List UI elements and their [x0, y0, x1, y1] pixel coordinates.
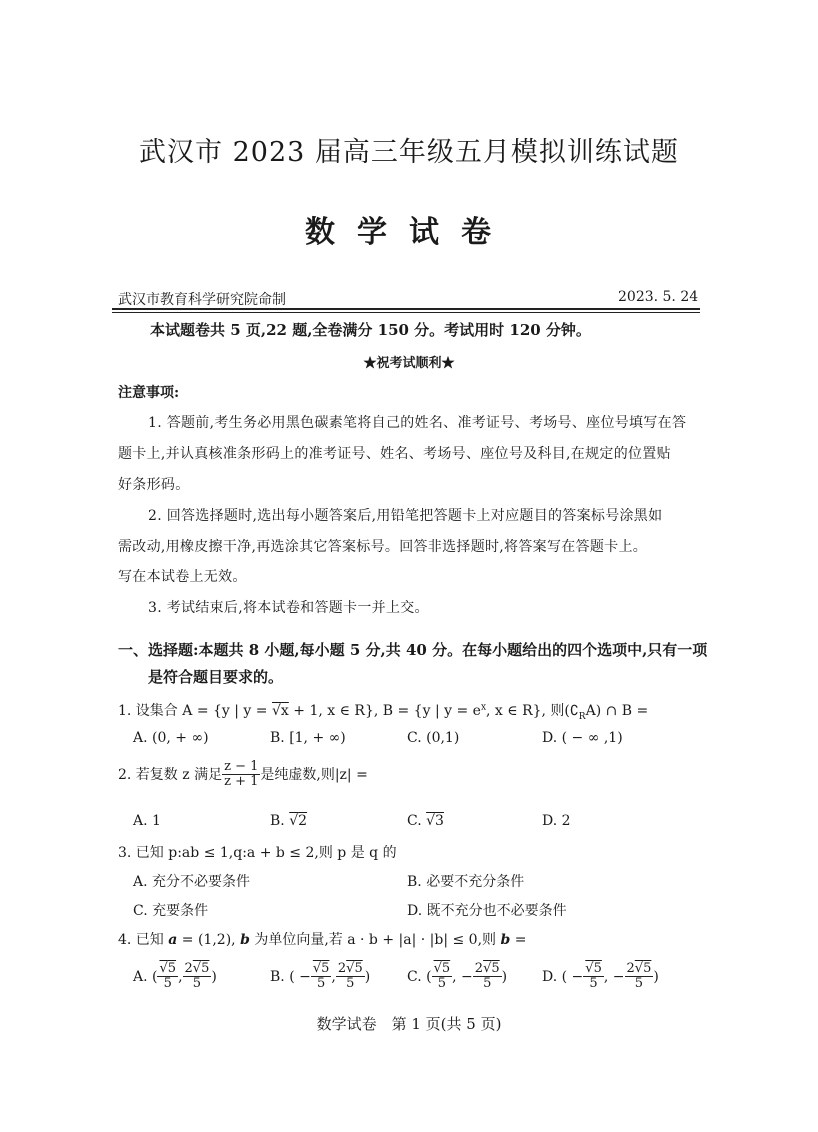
section-heading: 一、选择题:本题共 8 小题,每小题 5 分,共 40 分。在每小题给出的四个选项中,只有一项 — [118, 641, 708, 659]
q4-option-a: A. ( √ $\frac{5}{5}$ , $\frac{2 √ 5}{5}$ ) — [133, 962, 217, 992]
exam-date: 2023. 5. 24 — [618, 289, 699, 305]
q3-option-c: C. 充要条件 — [133, 903, 209, 919]
q4-option-c: C. ( √ $\frac{5}{5}$ , − $\frac{2 √ 5}{5}$ ) — [407, 962, 507, 992]
question-1-stem: 1. 设集合 A = {y | y = √ $\overline{x} + 1$, x ∈ R}, B = {y | $y = e^x$, x ∈ R}, 则$(∁_RA)$ ∩ B = — [118, 700, 648, 722]
q2-option-c: C. √ 3 — [407, 813, 444, 829]
notice-line: 2. 回答选择题时,选出每小题答案后,用铅笔把答题卡上对应题目的答案标号涂黑如 — [148, 508, 663, 524]
q2-option-a: A. 1 — [133, 813, 161, 829]
q4-option-b: B. ( − √ $\frac{5}{5}$ , $\frac{2 √ 5}{5}$ ) — [270, 962, 370, 992]
header-rule-thin — [112, 312, 700, 313]
notice-heading: 注意事项: — [118, 385, 180, 401]
q1-option-a: A. (0, + ∞) — [133, 730, 209, 746]
notice-line: 需改动,用橡皮擦干净,再选涂其它答案标号。回答非选择题时,将答案写在答题卡上。 — [118, 539, 648, 555]
notice-line: 1. 答题前,考生务必用黑色碳素笔将自己的姓名、准考证号、考场号、座位号填写在答 — [148, 415, 687, 431]
page-footer: 数学试卷 第 1 页(共 5 页) — [316, 1015, 502, 1033]
question-3-stem: 3. 已知 p:ab ≤ 1,q:a + b ≤ 2,则 p 是 q 的 — [118, 845, 397, 861]
notice-line: 好条形码。 — [118, 477, 190, 493]
notice-line: 写在本试卷上无效。 — [118, 569, 247, 585]
good-luck-banner: ★祝考试顺利★ — [363, 356, 455, 371]
section-heading-cont: 是符合题目要求的。 — [148, 668, 284, 686]
notice-line: 3. 考试结束后,将本试卷和答题卡一并上交。 — [148, 600, 429, 616]
issuing-org: 武汉市教育科学研究院命制 — [118, 292, 286, 308]
question-4-stem: 4. 已知 a = (1,2), b 为单位向量,若 a · b + |a| · |b| ≤ 0,则 b = — [118, 932, 527, 948]
q1-option-d: D. ( − ∞ ,1) — [542, 730, 623, 746]
exam-intro: 本试题卷共 5 页,22 题,全卷满分 150 分。考试用时 120 分钟。 — [150, 321, 591, 339]
q3-option-b: B. 必要不充分条件 — [407, 874, 525, 890]
q3-option-d: D. 既不充分也不必要条件 — [407, 903, 567, 919]
notice-line: 题卡上,并认真核准条形码上的准考证号、姓名、考场号、座位号及科目,在规定的位置贴 — [118, 446, 671, 462]
q2-option-d: D. 2 — [542, 813, 571, 829]
q2-option-b: B. √ 2 — [270, 813, 307, 829]
header-rule-thick — [112, 308, 700, 310]
q4-option-d: D. ( − √ $\frac{5}{5}$ , − $\frac{2 √ 5}{5}$ ) — [542, 962, 659, 992]
q3-option-a: A. 充分不必要条件 — [133, 874, 251, 890]
q2-fraction: $\frac{z - 1}{z + 1}$ — [224, 759, 259, 790]
question-2-stem: 2. 若复数 z 满足 $\frac{z - 1}{z + 1}$ 是纯虚数,则|z| = — [118, 759, 368, 790]
exam-subtitle: 数学试卷 — [305, 215, 513, 250]
q1-option-c: C. (0,1) — [407, 730, 460, 746]
exam-title: 武汉市 2023 届高三年级五月模拟训练试题 — [139, 137, 679, 168]
q1-option-b: B. [1, + ∞) — [270, 730, 346, 746]
